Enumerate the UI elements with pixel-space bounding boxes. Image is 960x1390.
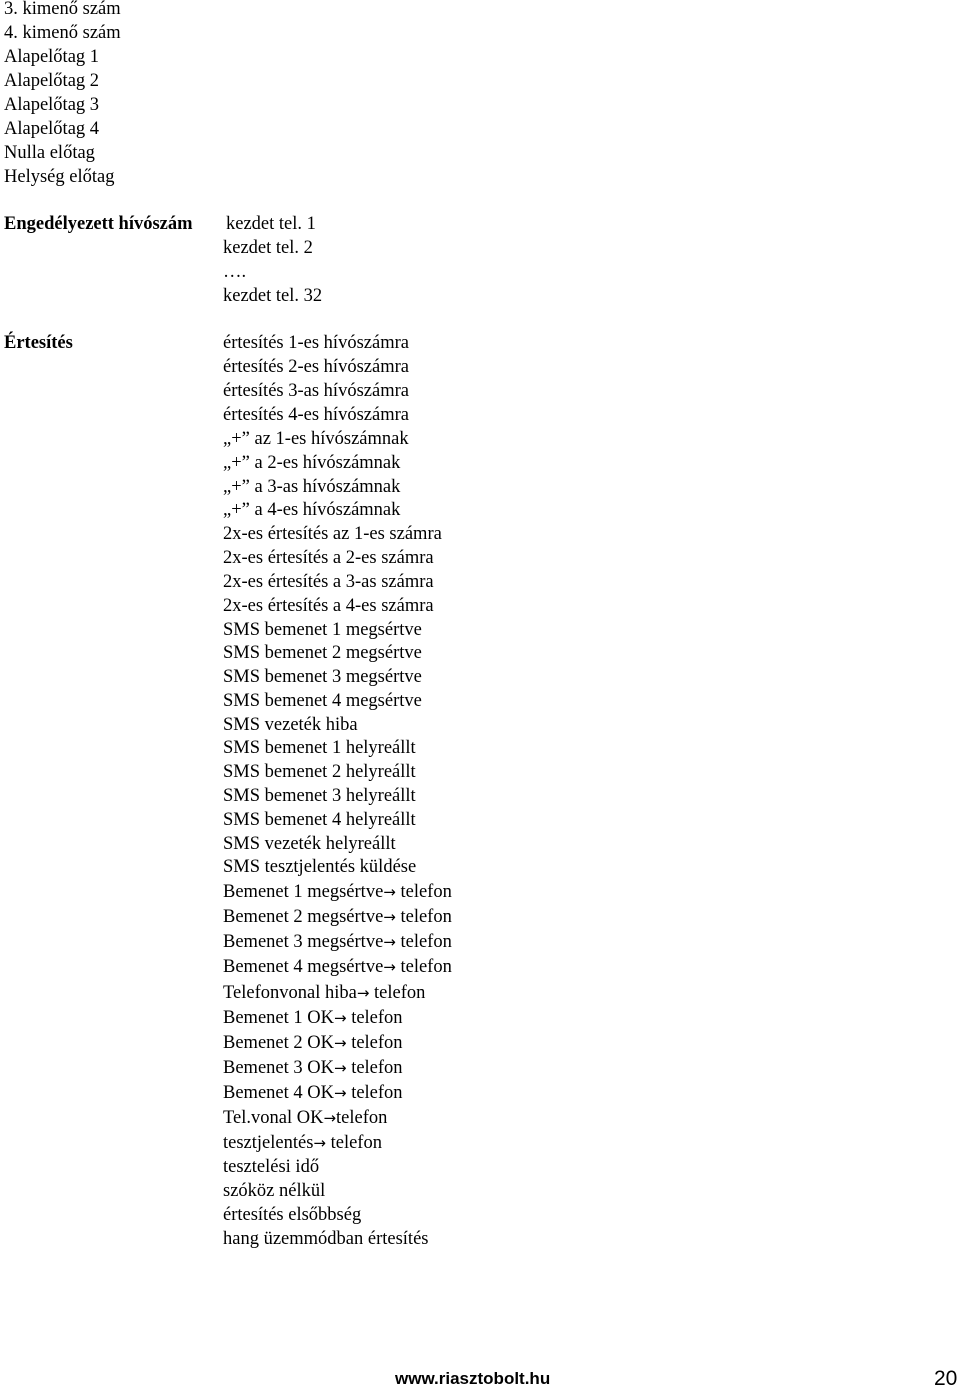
arrow-right-icon: → <box>383 908 396 926</box>
list-item-text: Bemenet 3 OK <box>223 1058 334 1078</box>
list-item <box>223 958 452 977</box>
section-label-ertesites: Értesítés <box>4 333 73 353</box>
list-item: „+” a 2-es hívószámnak <box>223 453 401 473</box>
list-item-text: Bemenet 2 OK <box>223 1033 334 1053</box>
list-item: Helység előtag <box>4 167 115 187</box>
arrow-right-icon: → <box>323 1109 337 1127</box>
arrow-right-icon: → <box>333 1009 347 1027</box>
list-item: értesítés 3-as hívószámra <box>223 381 409 401</box>
list-item <box>223 1009 403 1028</box>
list-item <box>223 1109 387 1128</box>
list-item: SMS bemenet 2 megsértve <box>223 643 422 663</box>
list-item-target: telefon <box>325 1133 382 1153</box>
arrow-right-icon: → <box>356 984 370 1002</box>
arrow-right-icon: → <box>383 933 396 951</box>
list-item: SMS vezeték hiba <box>223 715 358 735</box>
list-item: SMS bemenet 1 megsértve <box>223 620 422 640</box>
list-item: SMS bemenet 3 megsértve <box>223 667 422 687</box>
list-item: értesítés elsőbbség <box>223 1205 362 1225</box>
list-item-text: Bemenet 4 OK <box>223 1083 334 1103</box>
list-item: SMS bemenet 4 megsértve <box>223 691 422 711</box>
list-item: kezdet tel. 2 <box>223 238 313 258</box>
list-item: SMS bemenet 1 helyreállt <box>223 738 416 758</box>
list-item: 3. kimenő szám <box>4 0 121 19</box>
list-item: értesítés 1-es hívószámra <box>223 333 409 353</box>
list-item-target: telefon <box>346 1058 403 1078</box>
list-item <box>223 908 452 927</box>
list-item <box>223 1059 403 1078</box>
list-item: 4. kimenő szám <box>4 23 121 43</box>
arrow-right-icon: → <box>333 1034 347 1052</box>
list-item-text: Bemenet 1 OK <box>223 1008 334 1028</box>
arrow-right-icon: → <box>383 883 396 901</box>
list-item <box>223 933 452 952</box>
list-item: Alapelőtag 4 <box>4 119 100 139</box>
list-item: kezdet tel. 32 <box>223 286 323 306</box>
list-item: Nulla előtag <box>4 143 95 163</box>
arrow-right-icon: → <box>333 1059 347 1077</box>
list-item: 2x-es értesítés a 3-as számra <box>223 572 434 592</box>
list-item <box>223 1084 403 1103</box>
list-item <box>223 984 425 1003</box>
list-item: 2x-es értesítés a 4-es számra <box>223 596 434 616</box>
list-item: szóköz nélkül <box>223 1181 326 1201</box>
list-item: értesítés 4-es hívószámra <box>223 405 409 425</box>
list-item-text: Bemenet 3 megsértve <box>223 932 384 952</box>
list-item: „+” az 1-es hívószámnak <box>223 429 409 449</box>
list-item: SMS bemenet 3 helyreállt <box>223 786 416 806</box>
list-item: …. <box>223 262 247 282</box>
arrow-right-icon: → <box>333 1084 347 1102</box>
list-item-text: Tel.vonal OK <box>223 1108 324 1128</box>
list-item: Alapelőtag 1 <box>4 47 100 67</box>
list-item-target: telefon <box>336 1108 388 1128</box>
list-item: 2x-es értesítés az 1-es számra <box>223 524 442 544</box>
list-item: Alapelőtag 2 <box>4 71 100 91</box>
page-number: 20 <box>934 1367 958 1390</box>
arrow-right-icon: → <box>383 958 396 976</box>
list-item: értesítés 2-es hívószámra <box>223 357 409 377</box>
list-item: SMS bemenet 2 helyreállt <box>223 762 416 782</box>
list-item: 2x-es értesítés a 2-es számra <box>223 548 434 568</box>
list-item <box>223 1134 382 1153</box>
list-item: tesztelési idő <box>223 1157 320 1177</box>
list-item-text: tesztjelentés <box>223 1133 314 1153</box>
list-item: Alapelőtag 3 <box>4 95 100 115</box>
list-item-target: telefon <box>395 907 452 927</box>
list-item-text: Bemenet 2 megsértve <box>223 907 384 927</box>
list-item: SMS tesztjelentés küldése <box>223 857 417 877</box>
list-item: SMS vezeték helyreállt <box>223 834 396 854</box>
list-item-text: Bemenet 1 megsértve <box>223 882 384 902</box>
list-item: „+” a 4-es hívószámnak <box>223 500 401 520</box>
list-item-target: telefon <box>346 1008 403 1028</box>
list-item-target: telefon <box>395 957 452 977</box>
list-item-target: telefon <box>369 983 426 1003</box>
arrow-right-icon: → <box>313 1134 326 1152</box>
list-item: „+” a 3-as hívószámnak <box>223 477 401 497</box>
list-item <box>223 883 452 902</box>
list-item-target: telefon <box>395 882 452 902</box>
list-item-target: telefon <box>395 932 452 952</box>
list-item-text: Telefonvonal hiba <box>223 983 357 1003</box>
section-label-engedelyezett: Engedélyezett hívószám <box>4 214 193 234</box>
list-item: SMS bemenet 4 helyreállt <box>223 810 416 830</box>
list-item-target: telefon <box>346 1083 403 1103</box>
list-item-text: Bemenet 4 megsértve <box>223 957 384 977</box>
list-item: hang üzemmódban értesítés <box>223 1229 429 1249</box>
list-item: kezdet tel. 1 <box>226 214 316 234</box>
list-item <box>223 1034 403 1053</box>
footer-url[interactable]: www.riasztobolt.hu <box>395 1369 551 1388</box>
list-item-target: telefon <box>346 1033 403 1053</box>
